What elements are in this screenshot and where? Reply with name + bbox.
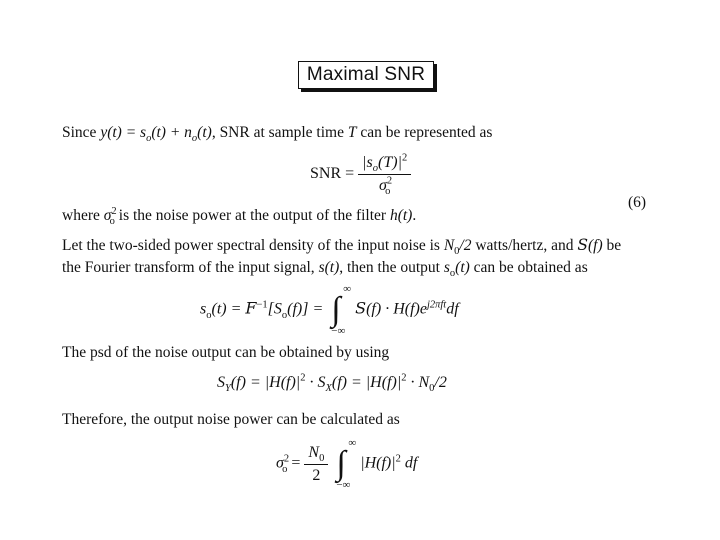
math: [S	[267, 300, 282, 318]
text: the Fourier transform of the input signal,	[62, 259, 319, 276]
text: be	[602, 237, 622, 254]
math: · N	[406, 374, 430, 391]
frac-den	[375, 175, 394, 198]
math-sup: 2	[395, 453, 401, 465]
math-sup: 2	[283, 453, 290, 465]
integral-sign: ∫	[331, 291, 341, 328]
math-sup: j2πft	[426, 299, 447, 311]
math-sub: Y	[225, 383, 231, 395]
equation-output-signal	[200, 283, 459, 337]
math-sub: X	[325, 383, 332, 395]
math: N	[308, 443, 320, 461]
integral-upper-limit: ∞	[343, 283, 352, 295]
math-sub: o	[109, 216, 115, 228]
math: y(t) = s	[100, 124, 147, 141]
noise-fraction	[304, 444, 328, 485]
math: (f)	[588, 237, 603, 254]
math: df	[400, 454, 418, 472]
math-sup: 2	[401, 152, 408, 164]
math-sub: o	[281, 309, 288, 321]
math: (t)	[197, 124, 212, 141]
integral	[331, 283, 351, 337]
math: · S	[305, 374, 326, 391]
math-sup: −1	[256, 299, 268, 311]
eq-lhs: SNR =	[310, 165, 355, 183]
text: can be obtained as	[469, 259, 588, 276]
frac-num	[358, 154, 411, 175]
math-sub: o	[191, 133, 198, 145]
math: (T)|	[378, 154, 402, 171]
text: where	[62, 207, 104, 224]
math-sub: o	[385, 186, 391, 198]
math: σ	[276, 454, 284, 472]
math: |H(f)|	[360, 454, 396, 472]
math: T	[347, 124, 357, 141]
text: , SNR at sample time	[211, 124, 348, 141]
math: σ	[379, 177, 387, 194]
math: (f) = |H(f)|	[230, 374, 301, 391]
math: =	[287, 454, 301, 472]
text: Since	[62, 124, 101, 141]
text: Let the two-sided power spectral density of the input noise is	[62, 237, 444, 254]
equation-psd	[217, 372, 447, 395]
integral-lower-limit: −∞	[331, 325, 346, 337]
integral-upper-limit: ∞	[348, 437, 357, 449]
math-cal: S	[355, 298, 367, 318]
paragraph-psd-line1	[62, 236, 622, 258]
math-sub: o	[206, 309, 212, 321]
math-sub: 0	[454, 246, 460, 258]
text: watts/hertz, and	[471, 237, 578, 254]
snr-fraction	[358, 152, 411, 198]
paragraph-psd-noise: The psd of the noise output can be obtained by using	[62, 344, 390, 361]
math: df	[446, 300, 459, 318]
math: |s	[362, 154, 373, 171]
math: σ	[103, 207, 112, 224]
math: N	[443, 237, 455, 254]
math: /2	[459, 237, 472, 254]
paragraph-since	[62, 124, 493, 145]
math: s	[443, 259, 450, 276]
math: h(t)	[389, 207, 413, 224]
math-sub: o	[282, 463, 288, 475]
math-cal: F	[245, 298, 257, 318]
math-sup: 2	[111, 205, 117, 217]
text: is the noise power at the output of the filter	[114, 207, 390, 224]
math: (f)] =	[287, 300, 324, 318]
math: (t)	[455, 259, 470, 276]
paragraph-where	[62, 205, 417, 228]
math-sup: 2	[401, 372, 407, 384]
math: /2	[434, 374, 447, 391]
math: S	[217, 374, 225, 391]
math: s(t)	[318, 259, 340, 276]
math: (t) =	[211, 300, 246, 318]
math: (f) · H(f)e	[366, 300, 427, 318]
math: s	[200, 300, 207, 318]
text: , then the output	[339, 259, 444, 276]
math-sub: o	[146, 133, 152, 145]
math: (t) + n	[151, 124, 192, 141]
frac-den: 2	[312, 466, 321, 484]
math: (f) = |H(f)|	[331, 374, 402, 391]
equation-noise-power	[276, 437, 417, 491]
paragraph-psd-line2	[62, 259, 588, 280]
text: can be represented as	[356, 124, 493, 141]
paragraph-therefore: Therefore, the output noise power can be calculated as	[62, 411, 400, 428]
equation-snr	[310, 152, 411, 198]
math-sub: o	[449, 268, 456, 280]
math-cal: S	[577, 236, 588, 254]
integral-sign: ∫	[336, 445, 346, 482]
math-sub: o	[372, 163, 379, 175]
math-sup: 2	[386, 175, 393, 187]
math-sup: 2	[300, 372, 306, 384]
slide-title-box	[298, 61, 434, 89]
frac-num	[304, 444, 328, 465]
math-sub: 0	[429, 383, 435, 395]
integral-lower-limit: −∞	[336, 479, 351, 491]
text: .	[412, 207, 417, 224]
slide-title: Maximal SNR	[306, 64, 426, 85]
integral	[336, 437, 356, 491]
equation-number: (6)	[628, 194, 647, 211]
math-sub: 0	[319, 452, 325, 464]
